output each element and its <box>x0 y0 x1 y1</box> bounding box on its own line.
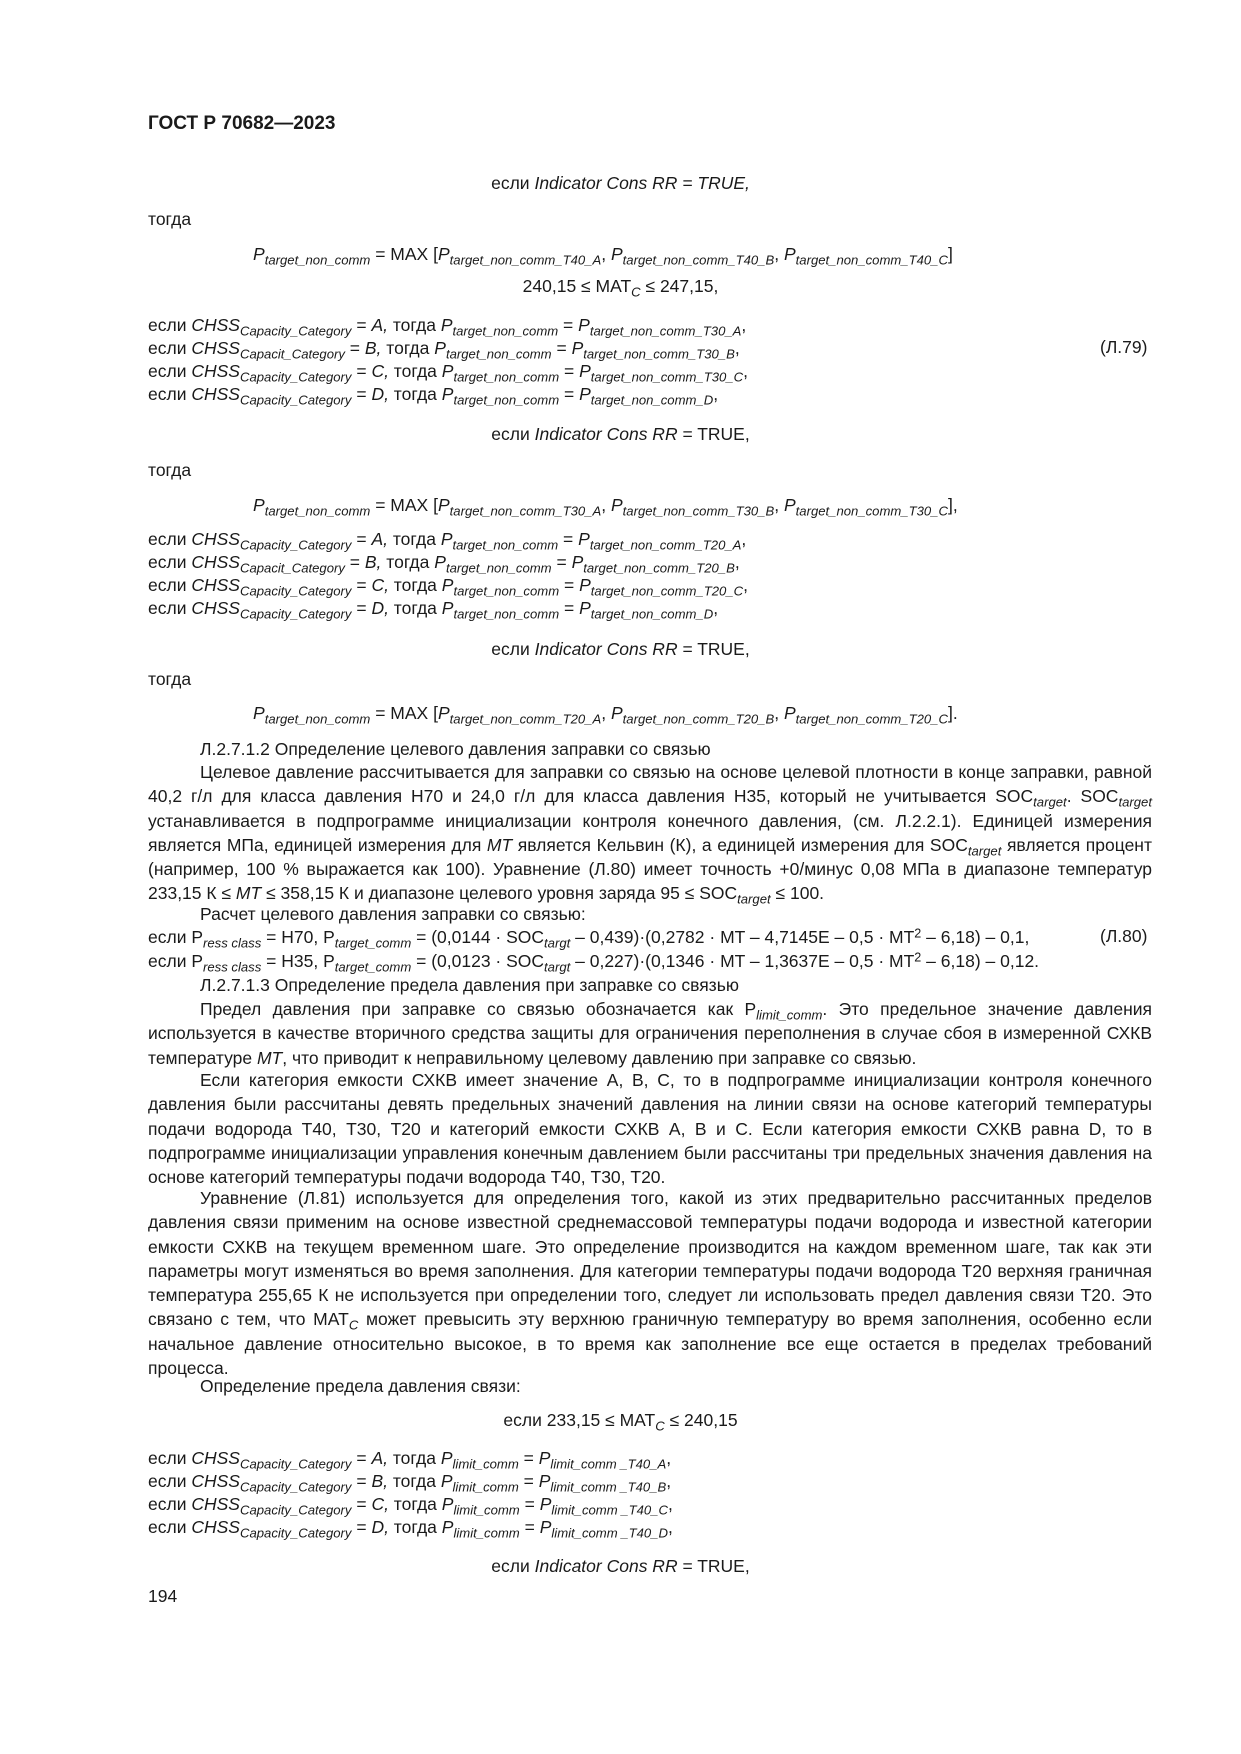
section-heading: Л.2.7.1.3 Определение предела давления при заправке со связью <box>200 975 739 995</box>
page-number: 194 <box>148 1586 178 1606</box>
formula-max-t40: $P_{target\_non\_comm}$ = MAX [$P_{target\_non\_comm\_T40\_A}$, $P_{target\_non\_comm\_T40\_B}$, $P_{target\_non\_comm\_T40\_C}$] <box>253 244 953 268</box>
case-line: если $CHSS_{Capacity\_Category} = D$, тогда $P_{limit\_comm} = P_{limit\_comm \_T40\_D}$, <box>148 1517 673 1541</box>
condition-line: если Indicator Cons RR = TRUE, <box>491 173 750 193</box>
document-header: ГОСТ Р 70682—2023 <box>148 113 336 134</box>
equation-l80-h70: если $P_{ress class} = Н70$, $P_{target\_comm} = (0,0144 \cdot SOC_{targt} - 0,439)\cdot(0,2782$ · MT – $4,7145E - 0,5 \cdot MT^2 - 6,18) - 0,1$, <box>148 926 1030 951</box>
condition-line: если Indicator Cons RR = TRUE, <box>491 1556 750 1576</box>
formula-max-t30: $P_{target\_non\_comm}$ = MAX [$P_{target\_non\_comm\_T30\_A}$, $P_{target\_non\_comm\_T30\_B}$, $P_{target\_non\_comm\_T30\_C}$], <box>253 495 958 519</box>
case-line: если $CHSS_{Capacity\_Category} = A$, тогда $P_{limit\_comm} = P_{limit\_comm \_T40\_A}$, <box>148 1448 672 1472</box>
formula-max-t20: $P_{target\_non\_comm}$ = MAX [$P_{target\_non\_comm\_T20\_A}$, $P_{target\_non\_comm\_T20\_B}$, $P_{target\_non\_comm\_T20\_C}$]. <box>253 703 958 727</box>
section-heading: Л.2.7.1.2 Определение целевого давления заправки со связью <box>200 739 711 759</box>
equation-number: (Л.80) <box>1100 926 1148 946</box>
case-line: если $CHSS_{Capacity\_Category} = A$, тогда $P_{target\_non\_comm} = P_{target\_non\_comm\_T30\_A}$, <box>148 315 747 339</box>
case-line: если $CHSS_{Capacity\_Category} = C$, тогда $P_{target\_non\_comm} = P_{target\_non\_comm\_T20\_C}$, <box>148 575 748 599</box>
condition-line: если Indicator Cons RR = TRUE, <box>491 424 750 444</box>
equation-number: (Л.79) <box>1100 337 1148 357</box>
case-line: если $CHSS_{Capacity\_Category} = D$, тогда $P_{target\_non\_comm} = P_{target\_non\_comm\_D}$, <box>148 384 719 408</box>
paragraph-categories: Если категория емкости СХКВ имеет значение А, В, С, то в подпрограмме инициализации контроля конечного давления были рассчитаны девять предельных значений давления на линии связи на основе категорий температуры подачи водорода Т40, Т30, Т20 и категорий емкости СХКВ А, В и С. Если категория емкости СХКВ равна D, то в подпрограмме инициализации управления конечным давлением были рассчитаны три предельных значения давления на основе категорий температуры подачи водорода Т40, Т30, Т20. <box>148 1070 1152 1188</box>
case-line: если $CHSS_{Capacity\_Category} = B$, тогда $P_{limit\_comm} = P_{limit\_comm \_T40\_B}$, <box>148 1471 672 1495</box>
then-word: тогда <box>148 460 192 480</box>
paragraph-target-pressure: Целевое давление рассчитывается для заправки со связью на основе целевой плотности в конце заправки, равной 40,2 г/л для класса давления Н70 и 24,0 г/л для класса давления Н35, который не учитывается $SOC_{target}$. $SOC_{target}$ устанавливается в подпрограмме инициализации контроля конечного давления, (см. Л.2.2.1). Единицей измерения является МПа, единицей измерения для MT является Кельвин (К), а единицей измерения для $SOC_{target}$ является процент (например, 100 % выражается как 100). Уравнение (Л.80) имеет точность +0/минус 0,08 МПа в диапазоне температур 233,15 К ≤ MT ≤ 358,15 К и диапазоне целевого уровня заряда $95 \le SOC_{target} \le 100$. <box>148 762 1152 908</box>
condition-line: если Indicator Cons RR = TRUE, <box>491 639 750 659</box>
paragraph-limit: Предел давления при заправке со связью обозначается как $P_{limit\_comm}$. Это предельное значение давления используется в качестве вторичного средства защиты для ограничения переполнения в случае сбоя в измеренной СХКВ температуре MT, что приводит к неправильному целевому давлению при заправке со связью. <box>148 999 1152 1068</box>
case-line: если $CHSS_{Capacity\_Category} = A$, тогда $P_{target\_non\_comm} = P_{target\_non\_comm\_T20\_A}$, <box>148 529 747 553</box>
then-word: тогда <box>148 669 192 689</box>
paragraph-equation-l81: Уравнение (Л.81) используется для определения того, какой из этих предварительно рассчитанных пределов давления связи применим на основе известной среднемассовой температуры подачи водорода и известной категории емкости СХКВ на текущем временном шаге. Это определение производится на каждом временном шаге, так как эти параметры могут изменяться во время заполнения. Для категории температуры подачи водорода Т20 верхняя граничная температура 255,65 К не используется при определении того, следует ли использовать предел давления связи Т20. Это связано с тем, что $MAT_C$ может превысить эту верхнюю граничную температуру во время заполнения, особенно если начальное давление относительно высокое, в то время как заполнение все еще остается в пределах требований процесса. <box>148 1188 1152 1379</box>
case-line: если $CHSS_{Capacit\_Category} = B$, тогда $P_{target\_non\_comm} = P_{target\_non\_comm\_T30\_B}$, <box>148 338 740 362</box>
calc-title: Расчет целевого давления заправки со связью: <box>200 904 586 924</box>
range-line: если $233,15 \le MAT_C \le 240,15$ <box>503 1410 738 1434</box>
range-line: $240,15 \le MAT_C \le 247,15$, <box>522 276 719 300</box>
case-line: если $CHSS_{Capacity\_Category} = C$, тогда $P_{limit\_comm} = P_{limit\_comm \_T40\_C}$, <box>148 1494 673 1518</box>
case-line: если $CHSS_{Capacity\_Category} = C$, тогда $P_{target\_non\_comm} = P_{target\_non\_comm\_T30\_C}$, <box>148 361 748 385</box>
equation-l80-h35: если $P_{ress class} = Н35$, $P_{target\_comm} = (0,0123 \cdot SOC_{targt} - 0,227)\cdot(0,1346$ · MT – $1,3637E - 0,5 \cdot MT^2 - 6,18) - 0,12$. <box>148 950 1040 975</box>
case-line: если $CHSS_{Capacity\_Category} = D$, тогда $P_{target\_non\_comm} = P_{target\_non\_comm\_D}$, <box>148 598 719 622</box>
case-line: если $CHSS_{Capacit\_Category} = B$, тогда $P_{target\_non\_comm} = P_{target\_non\_comm\_T20\_B}$, <box>148 552 740 576</box>
definition-title: Определение предела давления связи: <box>200 1376 521 1396</box>
then-word: тогда <box>148 209 192 229</box>
